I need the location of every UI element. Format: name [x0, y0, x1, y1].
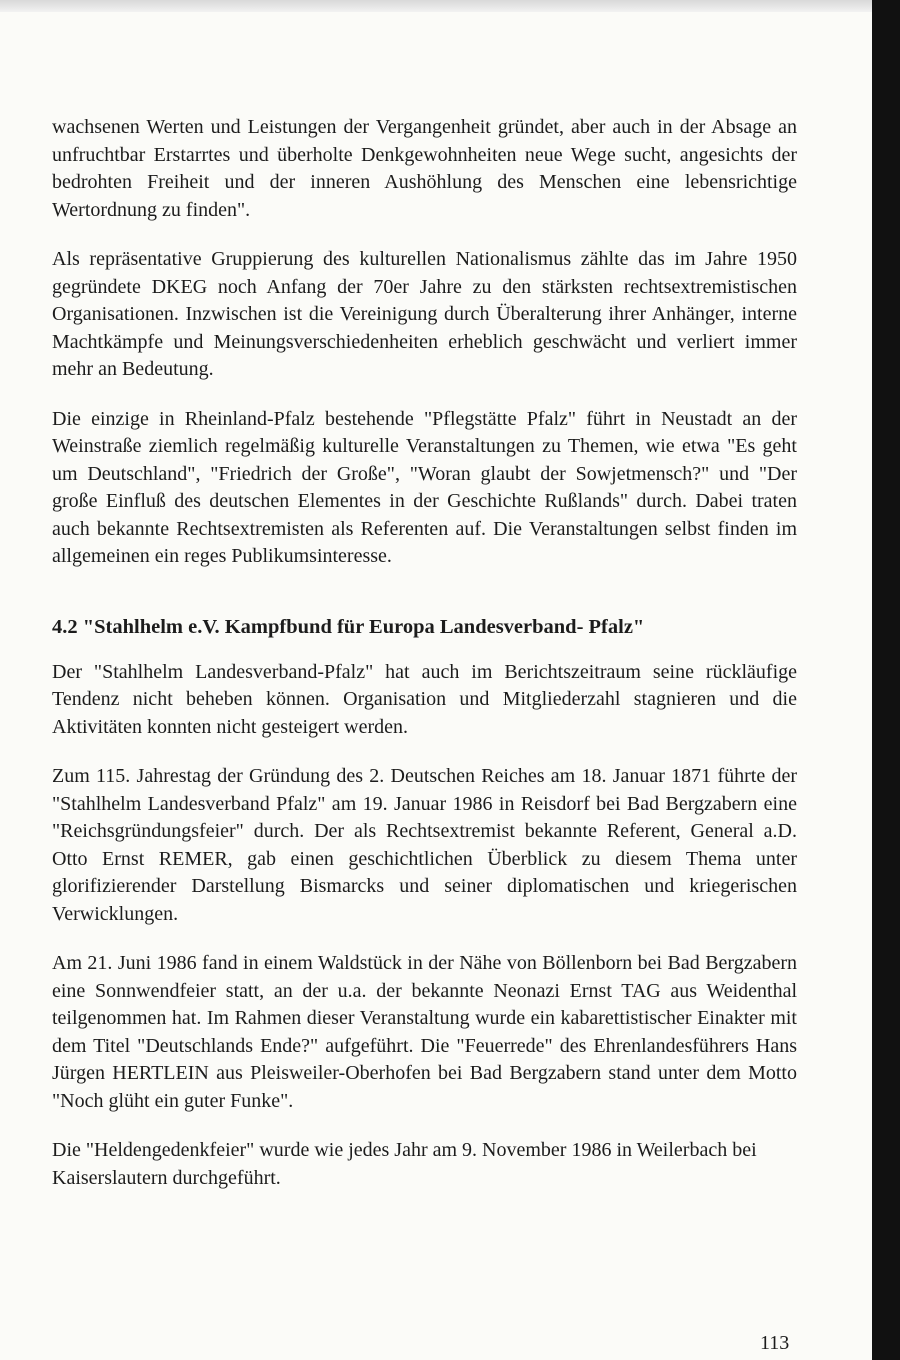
- page-number: 113: [760, 1332, 790, 1354]
- book-spine: [872, 0, 900, 1360]
- paragraph-sonnwendfeier: Am 21. Juni 1986 fand in einem Waldstück in der Nähe von Böllenborn bei Bad Bergzabern eine Sonnwendfeier statt, an der u.a. der bekannte Neonazi Ernst TAG aus Weidenthal teilgenommen hat. Im Rahmen dieser Veranstaltung wurde ein kabarettistischer Einakter mit dem Titel "Deutschlands Ende?" aufgeführt. Die "Feuerrede" des Ehrenlandesführers Hans Jürgen HERTLEIN aus Pleisweiler-Oberhofen bei Bad Bergzabern stand unter dem Motto "Noch glüht ein guter Funke".: [52, 952, 797, 1112]
- paragraph-stahlhelm-tendency: Der "Stahlhelm Landesverband-Pfalz" hat auch im Berichtszeitraum seine rückläufige Tendenz nicht beheben können. Organisation und Mitgliederzahl stagnieren und die Aktivitäten konnten nicht gesteigert werden.: [52, 660, 797, 738]
- paragraph-heldengedenkfeier: Die "Heldengedenkfeier" wurde wie jedes Jahr am 9. November 1986 in Weilerbach bei Kaiserslautern durchgeführt.: [52, 1139, 757, 1189]
- section-heading: 4.2 "Stahlhelm e.V. Kampfbund für Europa Landesverband- Pfalz": [52, 615, 645, 638]
- paragraph-pflegstaette-pfalz: Die einzige in Rheinland-Pfalz bestehende "Pflegstätte Pfalz" führt in Neustadt an der Weinstraße ziemlich regelmäßig kulturelle Veranstaltungen zu Themen, wie etwa "Es geht um Deutschland", "Friedrich der Große", "Woran glaubt der Sowjetmensch?" und "Der große Einfluß des deutschen Elementes in der Geschichte Rußlands" durch. Dabei traten auch bekannte Rechtsextremisten als Referenten auf. Die Veranstaltungen selbst finden im allgemeinen ein reges Publikumsinteresse.: [52, 407, 797, 567]
- page-text: [52, 114, 797, 1214]
- scan-top-edge: [0, 0, 900, 12]
- paragraph-dkeg-decline: Als repräsentative Gruppierung des kulturellen Nationalismus zählte das im Jahre 1950 gegründete DKEG noch Anfang der 70er Jahre zu den stärksten rechtsextremistischen Organisationen. Inzwischen ist die Vereinigung durch Überalterung ihrer Anhänger, interne Machtkämpfe und Meinungsverschiedenheiten erheblich geschwächt und verliert immer mehr an Bedeutung.: [52, 248, 797, 380]
- paragraph-reichsgruendungsfeier: Zum 115. Jahrestag der Gründung des 2. Deutschen Reiches am 18. Januar 1871 führte der "Stahlhelm Landesverband Pfalz" am 19. Januar 1986 in Reisdorf bei Bad Bergzabern eine "Reichsgründungsfeier" durch. Der als Rechtsextremist bekannte Referent, General a.D. Otto Ernst REMER, gab einen geschichtlichen Überblick zu diesem Thema unter glorifizierender Darstellung Bismarcks und seiner diplomatischen und kriegerischen Verwicklungen.: [52, 765, 797, 925]
- paragraph-dkeg-values: wachsenen Werten und Leistungen der Vergangenheit gründet, aber auch in der Absage an unfruchtbar Erstarrtes und überholte Denkgewohnheiten neue Wege sucht, angesichts der bedrohten Freiheit und der inneren Aushöhlung des Menschen eine lebensrichtige Wertordnung zu finden".: [52, 116, 797, 221]
